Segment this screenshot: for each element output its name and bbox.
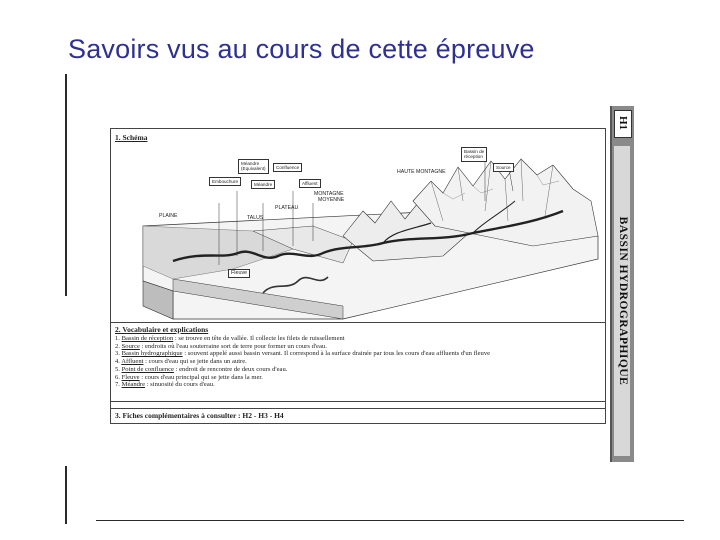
label-confluence: Confluence [273,163,302,172]
scanned-worksheet [108,106,634,462]
sheet-code: H1 [617,115,629,131]
label-haute-montagne: HAUTE MONTAGNE [397,169,446,175]
label-meandre-a [238,159,269,174]
label-talus: TALUS [247,215,264,221]
label-plateau: PLATEAU [275,205,299,211]
slide-title: Savoirs vus au cours de cette épreuve [68,34,535,64]
vocab-item: 4. Affluent : cours d'eau qui se jette dans un autre. [115,358,247,366]
label-meandre-a-line1: Méandre [241,161,260,166]
left-rule-gap [65,296,67,466]
references-text: 3. Fiches complémentaires à consulter : H2 - H3 - H4 [115,411,284,420]
label-bassin-line1: Bassin de [464,149,485,154]
vocabulary-panel [110,322,606,402]
sheet-sidebar [610,106,634,462]
landscape-diagram [113,141,603,321]
label-source: Source [493,163,514,172]
label-affluent: Affluent [299,179,321,188]
vocab-item: 1. Bassin de réception : se trouve en tête de vallée. Il collecte les filets de ruissellement [115,335,345,342]
label-fleuve: Fleuve [228,269,250,278]
sheet-sidebar-title: BASSIN HYDROGRAPHIQUE [617,216,629,386]
references-panel [110,408,606,424]
vocabulary-heading: 2. Vocabulaire et explications [115,325,209,334]
sheet-code-box [614,110,632,138]
label-plaine: PLAINE [159,213,178,219]
vocab-item: 5. Point de confluence : endroit de rencontre de deux cours d'eau. [115,365,288,373]
vocab-item: 7. Méandre : sinuosité du cours d'eau. [115,381,215,389]
label-montagne-moyenne-2: MOYENNE [318,197,345,203]
vocabulary-list [115,335,490,389]
schema-heading: 1. Schéma [115,133,148,142]
vocab-item: 6. Fleuve : cours d'eau principal qui se jette dans la mer. [115,373,263,381]
vocab-item: 3. Bassin hydrographique : souvent appelé aussi bassin versant. Il correspond à la surface drainée par tous les cours d'eau affluents d'un fleuve [115,350,491,358]
label-bassin-reception [461,147,487,162]
label-embouchure: Embouchure [209,177,241,186]
bottom-horizontal-rule [96,520,684,521]
label-meandre-a-line2: (Equivalent) [241,166,266,172]
label-meandre-b: Méandre [251,180,275,189]
label-bassin-line2: réception [464,154,483,160]
vocab-item: 2. Source : endroits où l'eau souterraine sort de terre pour former un cours d'eau. [115,342,327,350]
label-montagne-moyenne-1: MONTAGNE [314,191,344,197]
